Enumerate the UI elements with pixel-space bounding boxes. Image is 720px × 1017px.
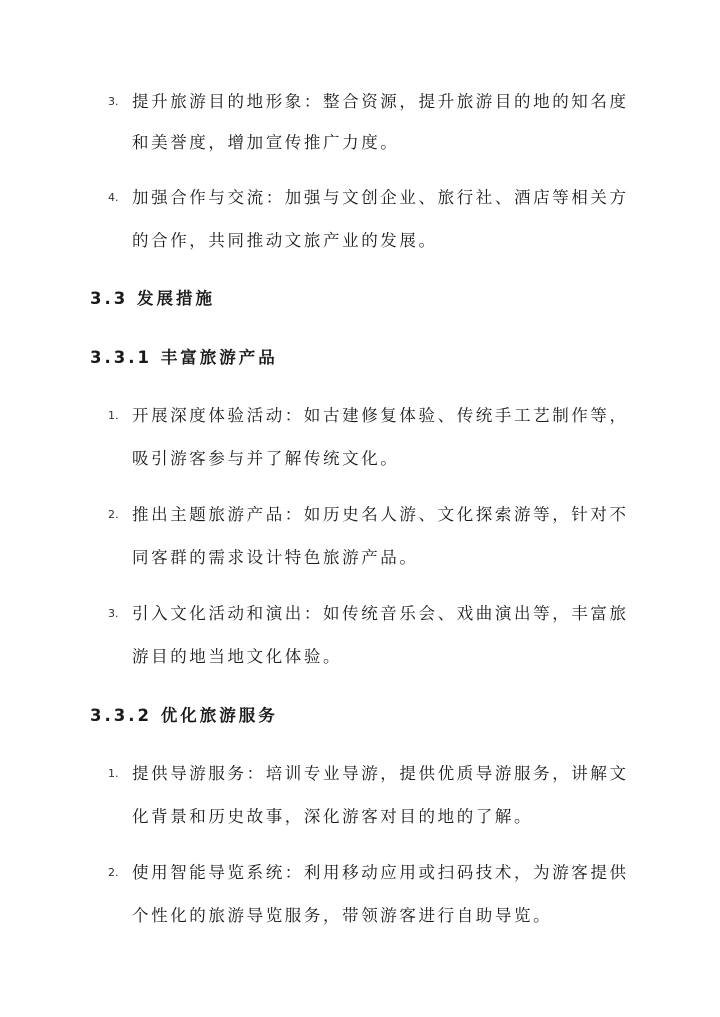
list-item-line: 引入文化活动和演出：如传统音乐会、戏曲演出等，丰富旅: [132, 604, 629, 623]
list-item-line: 化背景和历史故事，深化游客对目的地的了解。: [132, 807, 534, 826]
subsection-heading: 3.3.1 丰富旅游产品: [90, 348, 278, 367]
list-item-line: 游目的地当地文化体验。: [132, 647, 343, 666]
subsection-heading: 3.3.2 优化旅游服务: [90, 706, 278, 725]
list-item-line: 提升旅游目的地形象：整合资源，提升旅游目的地的知名度: [132, 92, 629, 111]
list-item-line: 个性化的旅游导览服务，带领游客进行自助导览。: [132, 906, 553, 925]
list-item-line: 的合作，共同推动文旅产业的发展。: [132, 231, 438, 250]
list-item-line: 开展深度体验活动：如古建修复体验、传统手工艺制作等，: [132, 406, 629, 425]
section-heading: 3.3 发展措施: [90, 289, 215, 308]
list-number: 2.: [108, 508, 119, 521]
list-item-line: 同客群的需求设计特色旅游产品。: [132, 548, 419, 567]
list-number: 3.: [108, 607, 119, 620]
list-item-line: 吸引游客参与并了解传统文化。: [132, 449, 400, 468]
list-item-line: 加强合作与交流：加强与文创企业、旅行社、酒店等相关方: [132, 188, 629, 207]
list-number: 1.: [108, 767, 119, 780]
list-number: 4.: [108, 191, 119, 204]
list-number: 2.: [108, 866, 119, 879]
list-item-line: 提供导游服务：培训专业导游，提供优质导游服务，讲解文: [132, 764, 629, 783]
list-item-line: 推出主题旅游产品：如历史名人游、文化探索游等，针对不: [132, 505, 629, 524]
list-item-line: 和美誉度，增加宣传推广力度。: [132, 133, 400, 152]
list-number: 3.: [108, 95, 119, 108]
list-item-line: 使用智能导览系统：利用移动应用或扫码技术，为游客提供: [132, 863, 629, 882]
list-number: 1.: [108, 409, 119, 422]
